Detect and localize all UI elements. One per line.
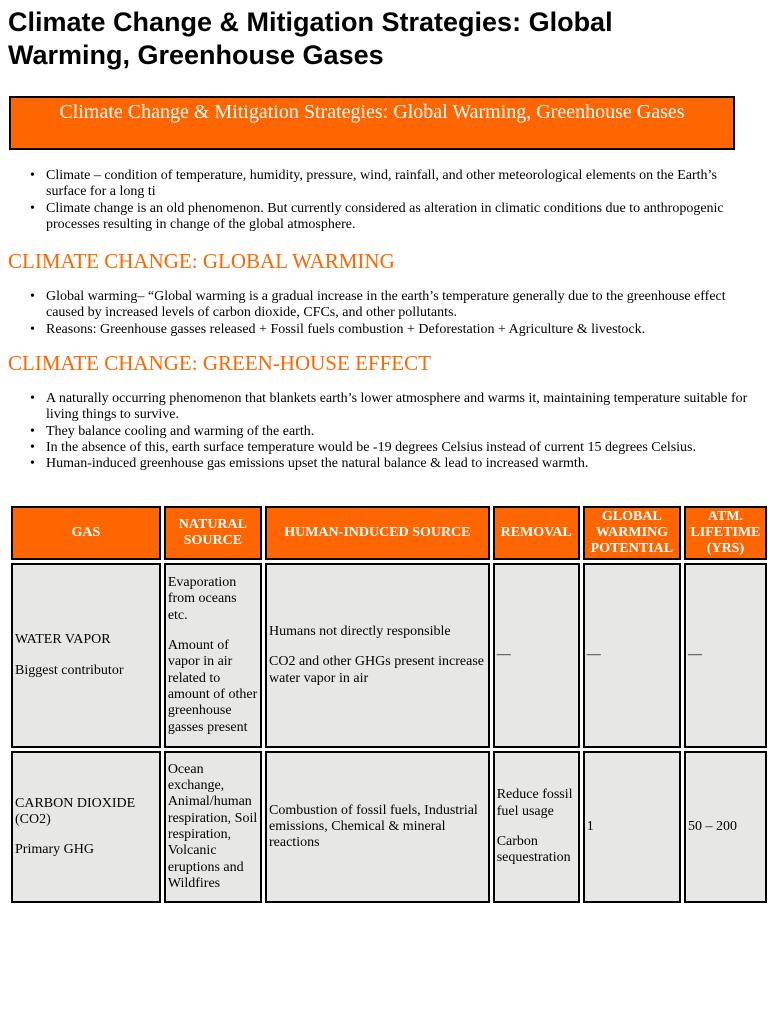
cell-lifetime bbox=[684, 563, 767, 748]
human-source-text: Combustion of fossil fuels, Industrial emissions, Chemical & mineral reactions bbox=[269, 802, 478, 851]
table-row bbox=[11, 751, 767, 903]
cell-gas bbox=[11, 563, 161, 748]
gwp-value: 1 bbox=[586, 818, 594, 834]
gas-name: WATER VAPOR bbox=[15, 632, 111, 648]
header-removal: REMOVAL bbox=[493, 506, 580, 560]
global-warming-item: • Global warming– “Global warming is a gradual increase in the earth’s temperature generally due to the greenhouse effect caused by increased levels of carbon dioxide, CFCs, and other pollutants. bbox=[30, 289, 758, 322]
intro-item: • Climate – condition of temperature, humidity, pressure, wind, rainfall, and other meteorological elements on the Earth’s surface for a long ti bbox=[30, 168, 758, 201]
cell-human-induced-source bbox=[265, 751, 490, 903]
cell-gwp bbox=[583, 563, 681, 748]
removal-text: Reduce fossil fuel usage bbox=[496, 787, 573, 819]
header-gas: GAS bbox=[11, 506, 161, 560]
greenhouse-gas-table bbox=[8, 503, 768, 906]
intro-list bbox=[30, 168, 758, 233]
greenhouse-effect-list bbox=[30, 391, 758, 472]
table-row bbox=[11, 563, 767, 748]
intro-item: • Climate change is an old phenomenon. But currently considered as alteration in climatic conditions due to anthropogenic processes resulting in change of the global atmosphere. bbox=[30, 201, 758, 234]
greenhouse-effect-item: • In the absence of this, earth surface temperature would be -19 degrees Celsius instead of current 15 degrees Celsius. bbox=[30, 440, 758, 456]
page-title: Climate Change & Mitigation Strategies: Global Warming, Greenhouse Gases bbox=[8, 7, 613, 70]
greenhouse-effect-item: • Human-induced greenhouse gas emissions upset the natural balance & lead to increased warmth. bbox=[30, 456, 758, 472]
cell-gas bbox=[11, 751, 161, 903]
global-warming-list bbox=[30, 289, 758, 338]
cell-removal bbox=[493, 751, 580, 903]
human-source-text: CO2 and other GHGs present increase water vapor in air bbox=[269, 654, 484, 686]
lifetime-value: — bbox=[687, 647, 702, 663]
title-banner: Climate Change & Mitigation Strategies: Global Warming, Greenhouse Gases bbox=[9, 96, 735, 150]
gwp-value: — bbox=[586, 647, 601, 663]
table-header-row bbox=[11, 506, 767, 560]
gas-note: Biggest contributor bbox=[15, 662, 124, 678]
gas-note: Primary GHG bbox=[15, 842, 94, 858]
natural-source-text: Ocean exchange, Animal/human respiration, Soil respiration, Volcanic eruptions and Wildfires bbox=[167, 761, 258, 891]
gas-name: CARBON DIOXIDE (CO2) bbox=[15, 795, 136, 827]
greenhouse-effect-item: • They balance cooling and warming of the earth. bbox=[30, 424, 758, 440]
cell-natural-source bbox=[164, 751, 262, 903]
cell-removal bbox=[493, 563, 580, 748]
header-human-induced-source: HUMAN-INDUCED SOURCE bbox=[265, 506, 490, 560]
removal-text: — bbox=[496, 647, 511, 663]
human-source-text: Humans not directly responsible bbox=[269, 624, 451, 640]
lifetime-value: 50 – 200 bbox=[687, 818, 737, 834]
natural-source-text: Evaporation from oceans etc. bbox=[167, 575, 237, 623]
section-heading-global-warming: CLIMATE CHANGE: GLOBAL WARMING bbox=[8, 249, 395, 273]
cell-human-induced-source bbox=[265, 563, 490, 748]
global-warming-item: • Reasons: Greenhouse gasses released + Fossil fuels combustion + Deforestation + Agriculture & livestock. bbox=[30, 322, 758, 338]
removal-text: Carbon sequestration bbox=[496, 834, 571, 866]
greenhouse-effect-item: • A naturally occurring phenomenon that blankets earth’s lower atmosphere and warms it, maintaining temperature suitable for living things to survive. bbox=[30, 391, 758, 424]
header-atm-lifetime: ATM. LIFETIME (YRS) bbox=[684, 506, 767, 560]
cell-gwp bbox=[583, 751, 681, 903]
cell-natural-source bbox=[164, 563, 262, 748]
section-heading-greenhouse-effect: CLIMATE CHANGE: GREEN-HOUSE EFFECT bbox=[8, 351, 431, 375]
header-global-warming-potential: GLOBAL WARMING POTENTIAL bbox=[583, 506, 681, 560]
header-natural-source: NATURAL SOURCE bbox=[164, 506, 262, 560]
cell-lifetime bbox=[684, 751, 767, 903]
natural-source-text: Amount of vapor in air related to amount of other greenhouse gasses present bbox=[167, 638, 258, 735]
